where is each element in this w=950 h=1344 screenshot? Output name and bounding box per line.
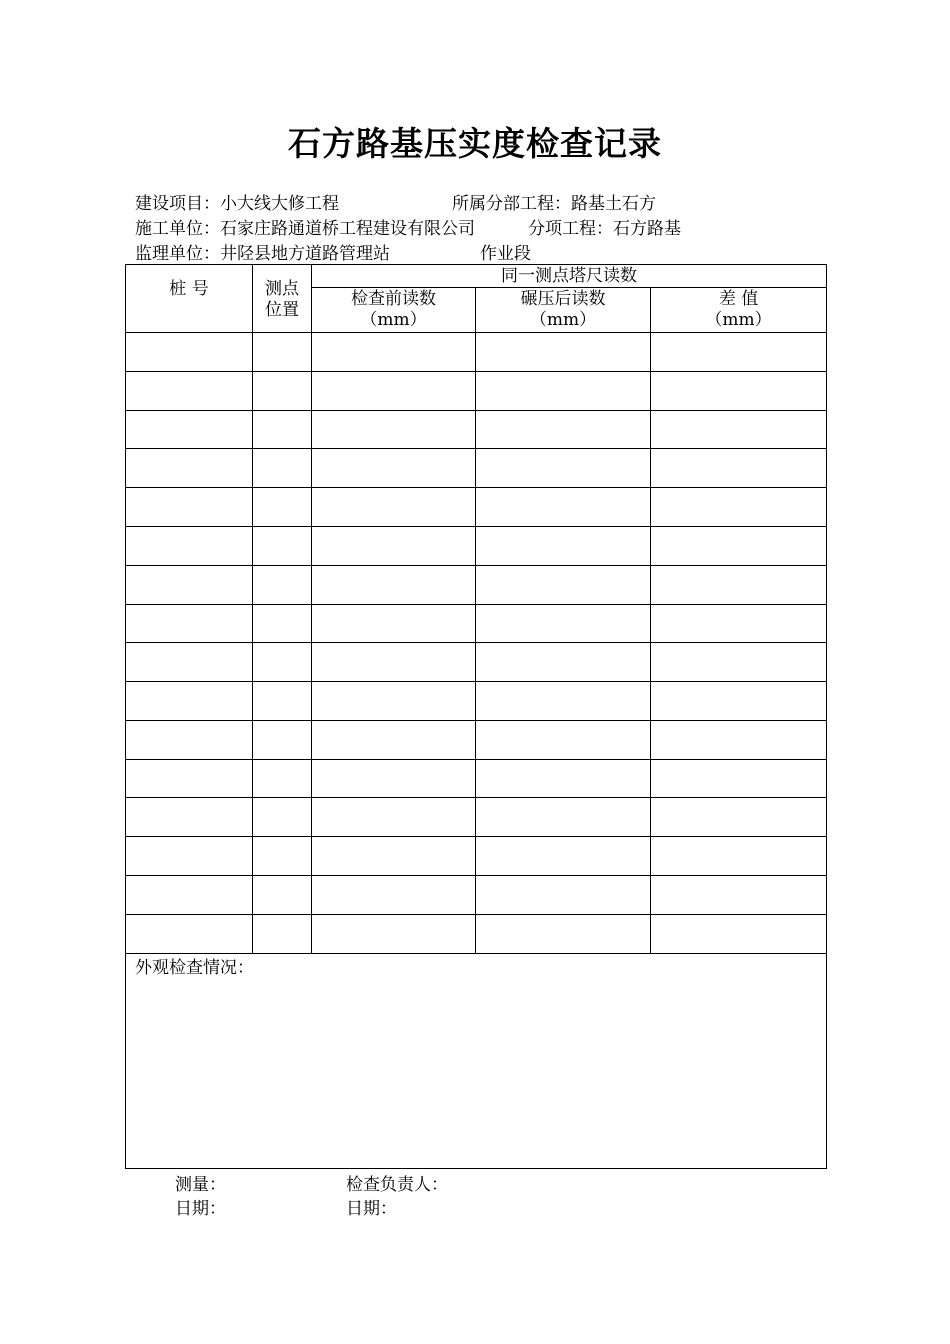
before-cell[interactable]: [312, 643, 476, 682]
diff-cell[interactable]: [651, 643, 827, 682]
after-cell[interactable]: [476, 798, 651, 837]
point-cell[interactable]: [253, 682, 312, 721]
point-cell[interactable]: [253, 449, 312, 488]
point-cell[interactable]: [253, 798, 312, 837]
table-row: [126, 565, 827, 604]
diff-cell[interactable]: [651, 410, 827, 449]
after-cell[interactable]: [476, 604, 651, 643]
diff-cell[interactable]: [651, 759, 827, 798]
station-cell[interactable]: [126, 914, 253, 953]
station-cell[interactable]: [126, 526, 253, 565]
station-cell[interactable]: [126, 449, 253, 488]
after-cell[interactable]: [476, 720, 651, 759]
station-cell[interactable]: [126, 488, 253, 527]
station-cell[interactable]: [126, 410, 253, 449]
diff-cell[interactable]: [651, 837, 827, 876]
station-cell[interactable]: [126, 837, 253, 876]
diff-cell[interactable]: [651, 488, 827, 527]
table-row: [126, 488, 827, 527]
station-cell[interactable]: [126, 643, 253, 682]
diff-cell[interactable]: [651, 449, 827, 488]
table-row: [126, 371, 827, 410]
point-cell[interactable]: [253, 876, 312, 915]
station-cell[interactable]: [126, 798, 253, 837]
after-cell[interactable]: [476, 565, 651, 604]
before-cell[interactable]: [312, 798, 476, 837]
section-label: 作业段: [480, 244, 531, 264]
after-cell[interactable]: [476, 759, 651, 798]
remarks-label: 外观检查情况：: [135, 957, 254, 978]
diff-cell[interactable]: [651, 565, 827, 604]
project-label: 建设项目：小大线大修工程: [135, 194, 339, 214]
contractor-label: 施工单位：石家庄路通道桥工程建设有限公司: [135, 219, 475, 239]
table-row: [126, 837, 827, 876]
table-row: [126, 682, 827, 721]
before-cell[interactable]: [312, 604, 476, 643]
header-diff: [651, 288, 827, 333]
diff-cell[interactable]: [651, 526, 827, 565]
diff-cell[interactable]: [651, 333, 827, 372]
before-cell[interactable]: [312, 371, 476, 410]
after-cell[interactable]: [476, 449, 651, 488]
after-cell[interactable]: [476, 333, 651, 372]
before-cell[interactable]: [312, 720, 476, 759]
before-cell[interactable]: [312, 759, 476, 798]
point-cell[interactable]: [253, 759, 312, 798]
table-row: [126, 604, 827, 643]
header-after: [476, 288, 651, 333]
before-cell[interactable]: [312, 449, 476, 488]
page-title: 石方路基压实度检查记录: [288, 124, 662, 163]
before-cell[interactable]: [312, 526, 476, 565]
before-cell[interactable]: [312, 914, 476, 953]
table-row: [126, 449, 827, 488]
station-cell[interactable]: [126, 682, 253, 721]
footer-measure: 测量：: [175, 1175, 226, 1195]
before-cell[interactable]: [312, 682, 476, 721]
header-point-line2: 位置: [265, 300, 299, 320]
header-point: [253, 265, 312, 333]
inspection-table: [125, 264, 827, 1169]
point-cell[interactable]: [253, 371, 312, 410]
after-cell[interactable]: [476, 682, 651, 721]
header-reading-group: 同一测点塔尺读数: [312, 265, 827, 288]
header-before-unit: （mm）: [360, 310, 427, 331]
point-cell[interactable]: [253, 643, 312, 682]
before-cell[interactable]: [312, 410, 476, 449]
table-row: [126, 759, 827, 798]
header-diff-label: 差 值: [718, 289, 759, 310]
footer-date-measure: 日期：: [175, 1199, 226, 1219]
diff-cell[interactable]: [651, 720, 827, 759]
header-point-line1: 测点: [265, 279, 299, 299]
diff-cell[interactable]: [651, 876, 827, 915]
before-cell[interactable]: [312, 333, 476, 372]
after-cell[interactable]: [476, 526, 651, 565]
table-row: [126, 410, 827, 449]
after-cell[interactable]: [476, 876, 651, 915]
point-cell[interactable]: [253, 720, 312, 759]
header-before-label: 检查前读数: [351, 289, 436, 310]
header-diff-unit: （mm）: [705, 310, 772, 331]
after-cell[interactable]: [476, 371, 651, 410]
table-row: [126, 526, 827, 565]
header-station: 桩 号: [126, 265, 253, 333]
footer-inspector: 检查负责人：: [346, 1175, 448, 1195]
diff-cell[interactable]: [651, 798, 827, 837]
supervisor-label: 监理单位：井陉县地方道路管理站: [135, 244, 390, 264]
division-label: 所属分部工程：路基土石方: [452, 194, 656, 214]
point-cell[interactable]: [253, 526, 312, 565]
before-cell[interactable]: [312, 488, 476, 527]
table-row: [126, 914, 827, 953]
point-cell[interactable]: [253, 488, 312, 527]
after-cell[interactable]: [476, 914, 651, 953]
table-row: [126, 876, 827, 915]
station-cell[interactable]: [126, 565, 253, 604]
station-cell[interactable]: [126, 720, 253, 759]
header-after-unit: （mm）: [529, 310, 597, 331]
table-row: [126, 643, 827, 682]
point-cell[interactable]: [253, 604, 312, 643]
table-row: [126, 720, 827, 759]
diff-cell[interactable]: [651, 371, 827, 410]
station-cell[interactable]: [126, 759, 253, 798]
footer-date-inspector: 日期：: [346, 1199, 397, 1219]
before-cell[interactable]: [312, 876, 476, 915]
after-cell[interactable]: [476, 643, 651, 682]
diff-cell[interactable]: [651, 914, 827, 953]
after-cell[interactable]: [476, 410, 651, 449]
diff-cell[interactable]: [651, 682, 827, 721]
after-cell[interactable]: [476, 488, 651, 527]
station-cell[interactable]: [126, 371, 253, 410]
after-cell[interactable]: [476, 837, 651, 876]
table-row: [126, 333, 827, 372]
point-cell[interactable]: [253, 333, 312, 372]
station-cell[interactable]: [126, 876, 253, 915]
station-cell[interactable]: [126, 333, 253, 372]
remarks-cell[interactable]: [126, 953, 827, 1168]
subitem-label: 分项工程：石方路基: [528, 219, 681, 239]
before-cell[interactable]: [312, 565, 476, 604]
diff-cell[interactable]: [651, 604, 827, 643]
station-cell[interactable]: [126, 604, 253, 643]
header-after-label: 碾压后读数: [520, 289, 606, 310]
point-cell[interactable]: [253, 565, 312, 604]
table-row: [126, 798, 827, 837]
point-cell[interactable]: [253, 914, 312, 953]
header-before: [312, 288, 476, 333]
before-cell[interactable]: [312, 837, 476, 876]
point-cell[interactable]: [253, 410, 312, 449]
point-cell[interactable]: [253, 837, 312, 876]
